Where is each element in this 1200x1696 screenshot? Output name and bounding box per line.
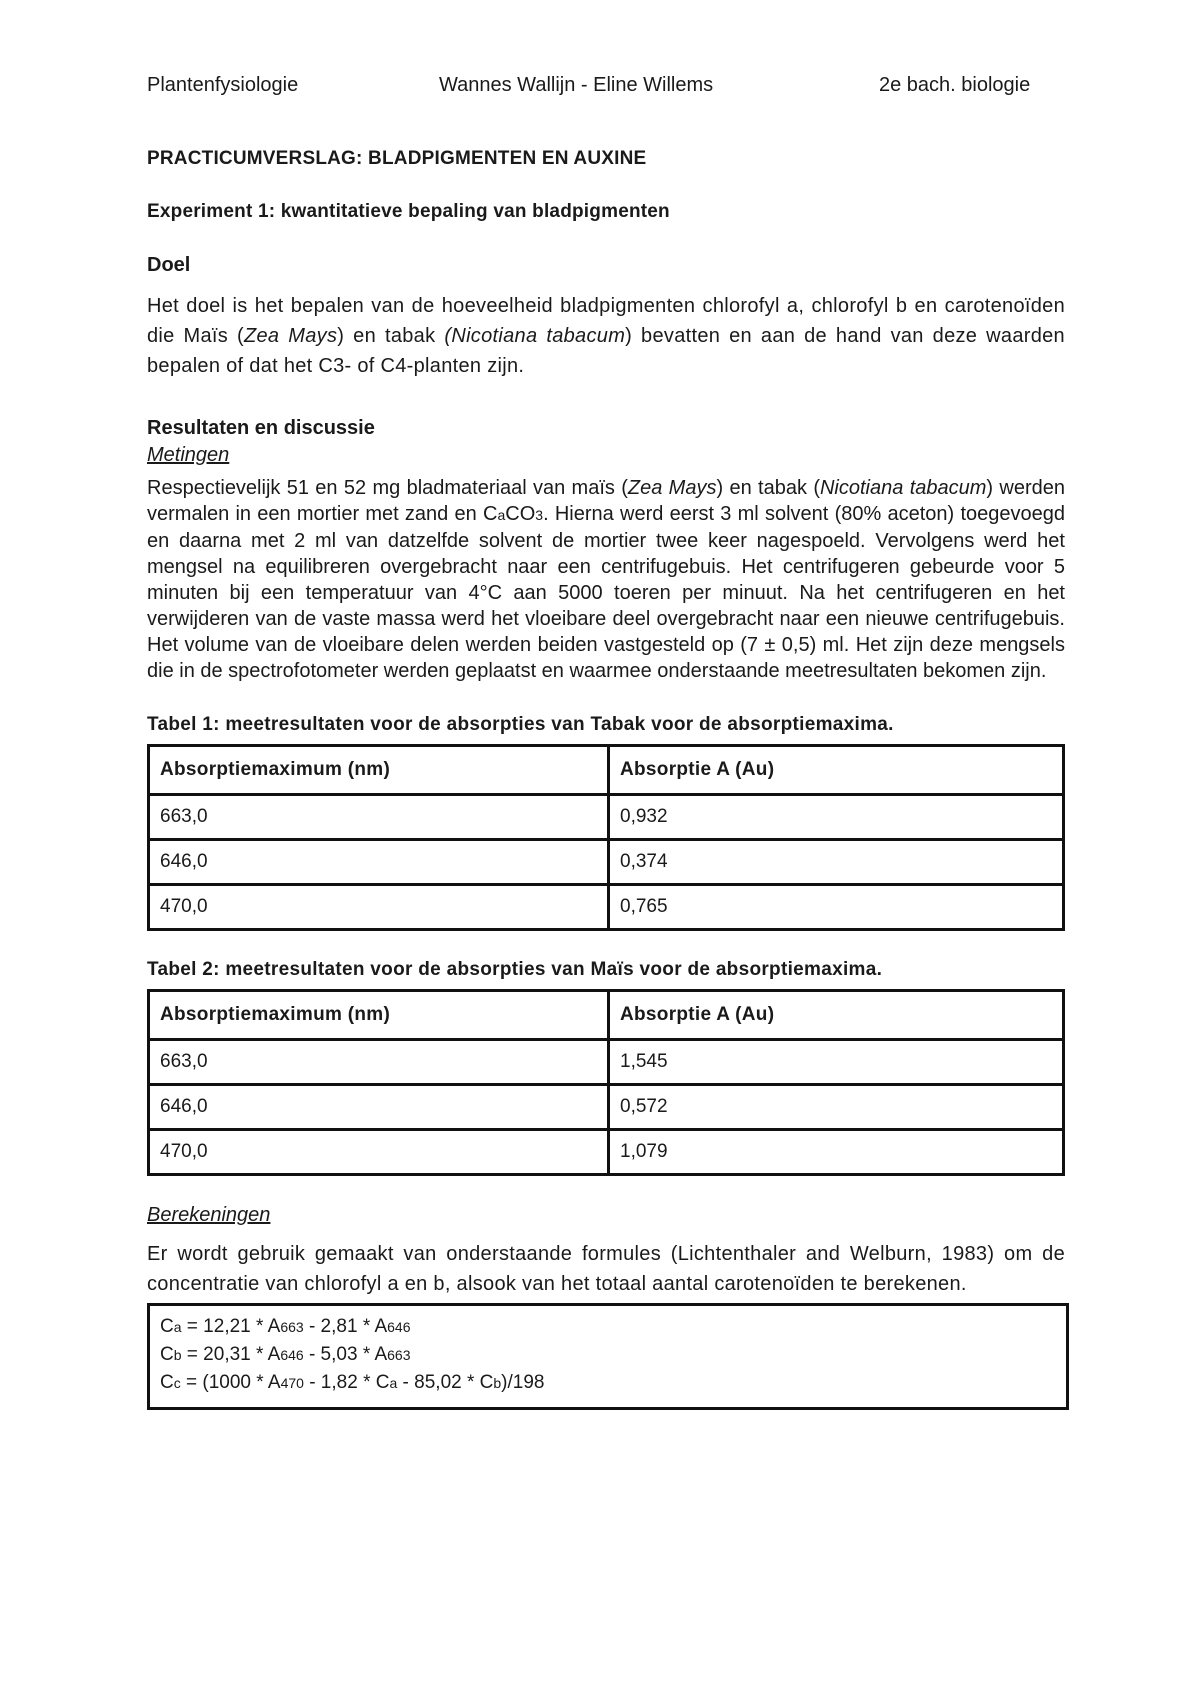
- table1-section: [147, 714, 1065, 931]
- page-header: [147, 74, 1047, 102]
- report-body: [147, 148, 1065, 1410]
- table-header-cell: Absorptie A (Au): [609, 746, 1064, 795]
- measurements-subheading: Metingen: [147, 444, 230, 466]
- table-header-cell: Absorptiemaximum (nm): [149, 991, 609, 1040]
- table-row: [149, 1130, 1064, 1175]
- table-row: [149, 1040, 1064, 1085]
- table-header-cell: Absorptiemaximum (nm): [149, 746, 609, 795]
- table-header-row: [149, 991, 1064, 1040]
- calculations-subheading: Berekeningen: [147, 1204, 271, 1226]
- formula-carotenoids: Cc = (1000 * A470 - 1,82 * Ca - 85,02 * Cb)/198: [160, 1372, 545, 1393]
- table-cell: 0,374: [609, 840, 1064, 885]
- formula-chlorophyll-b: Cb = 20,31 * A646 - 5,03 * A663: [160, 1344, 411, 1365]
- table-cell: 0,765: [609, 885, 1064, 930]
- table1-caption: Tabel 1: meetresultaten voor de absorpties van Tabak voor de absorptiemaxima.: [147, 714, 894, 735]
- formula-box: [147, 1303, 1069, 1410]
- results-heading: Resultaten en discussie: [147, 417, 375, 439]
- goal-paragraph: Het doel is het bepalen van de hoeveelheid bladpigmenten chlorofyl a, chlorofyl b en carotenoïden die Maïs (Zea Mays) en tabak (Nicotiana tabacum) bevatten en aan de hand van deze waarden bepalen of dat het C3- of C4-planten zijn.: [147, 295, 1065, 377]
- table-cell: 470,0: [149, 885, 609, 930]
- table-row: [149, 840, 1064, 885]
- table-row: [149, 885, 1064, 930]
- table-cell: 470,0: [149, 1130, 609, 1175]
- table-row: [149, 795, 1064, 840]
- goal-heading: Doel: [147, 254, 191, 276]
- header-authors: Wannes Wallijn - Eline Willems: [439, 74, 714, 96]
- table-tabak: [147, 744, 1065, 931]
- table-cell: 1,079: [609, 1130, 1064, 1175]
- table-cell: 663,0: [149, 795, 609, 840]
- header-course: Plantenfysiologie: [147, 74, 299, 96]
- calculations-intro: Er wordt gebruik gemaakt van onderstaande formules (Lichtenthaler and Welburn, 1983) om de concentratie van chlorofyl a en b, alsook van het totaal aantal carotenoïden te berekenen.: [147, 1243, 1065, 1295]
- table2-section: [147, 959, 1065, 1176]
- measurements-paragraph: Respectievelijk 51 en 52 mg bladmateriaal van maïs (Zea Mays) en tabak (Nicotiana tabacum) werden vermalen in een mortier met zand en CaCO3. Hierna werd eerst 3 ml solvent (80% aceton) toegevoegd en daarna met 2 ml van datzelfde solvent de mortier twee keer nagespoeld. Vervolgens werd het mengsel na equilibreren overgebracht naar een centrifugebuis. Het centrifugeren gebeurde voor 5 minuten bij een temperatuur van 4°C aan 5000 toeren per minuut. Na het centrifugeren en het verwijderen van de vaste massa werd het vloeibare deel overgebracht naar een nieuwe centrifugebuis. Het volume van de vloeibare delen werden beiden vastgesteld op (7 ± 0,5) ml. Het zijn deze mengsels die in de spectrofotometer werden geplaatst en waarmee onderstaande meetresultaten bekomen zijn.: [147, 477, 1065, 682]
- formula-chlorophyll-a: Ca = 12,21 * A663 - 2,81 * A646: [160, 1316, 411, 1337]
- table-row: [149, 1085, 1064, 1130]
- header-program: 2e bach. biologie: [879, 74, 1031, 96]
- table-cell: 1,545: [609, 1040, 1064, 1085]
- table-cell: 663,0: [149, 1040, 609, 1085]
- report-title: PRACTICUMVERSLAG: BLADPIGMENTEN EN AUXINE: [147, 148, 647, 169]
- table-header-row: [149, 746, 1064, 795]
- table-cell: 646,0: [149, 840, 609, 885]
- table-header-cell: Absorptie A (Au): [609, 991, 1064, 1040]
- table-cell: 0,572: [609, 1085, 1064, 1130]
- table-cell: 0,932: [609, 795, 1064, 840]
- table-cell: 646,0: [149, 1085, 609, 1130]
- calculations-section: [147, 1204, 1065, 1410]
- table-mais: [147, 989, 1065, 1176]
- experiment-title: Experiment 1: kwantitatieve bepaling van bladpigmenten: [147, 201, 670, 222]
- table2-caption: Tabel 2: meetresultaten voor de absorpties van Maïs voor de absorptiemaxima.: [147, 959, 883, 980]
